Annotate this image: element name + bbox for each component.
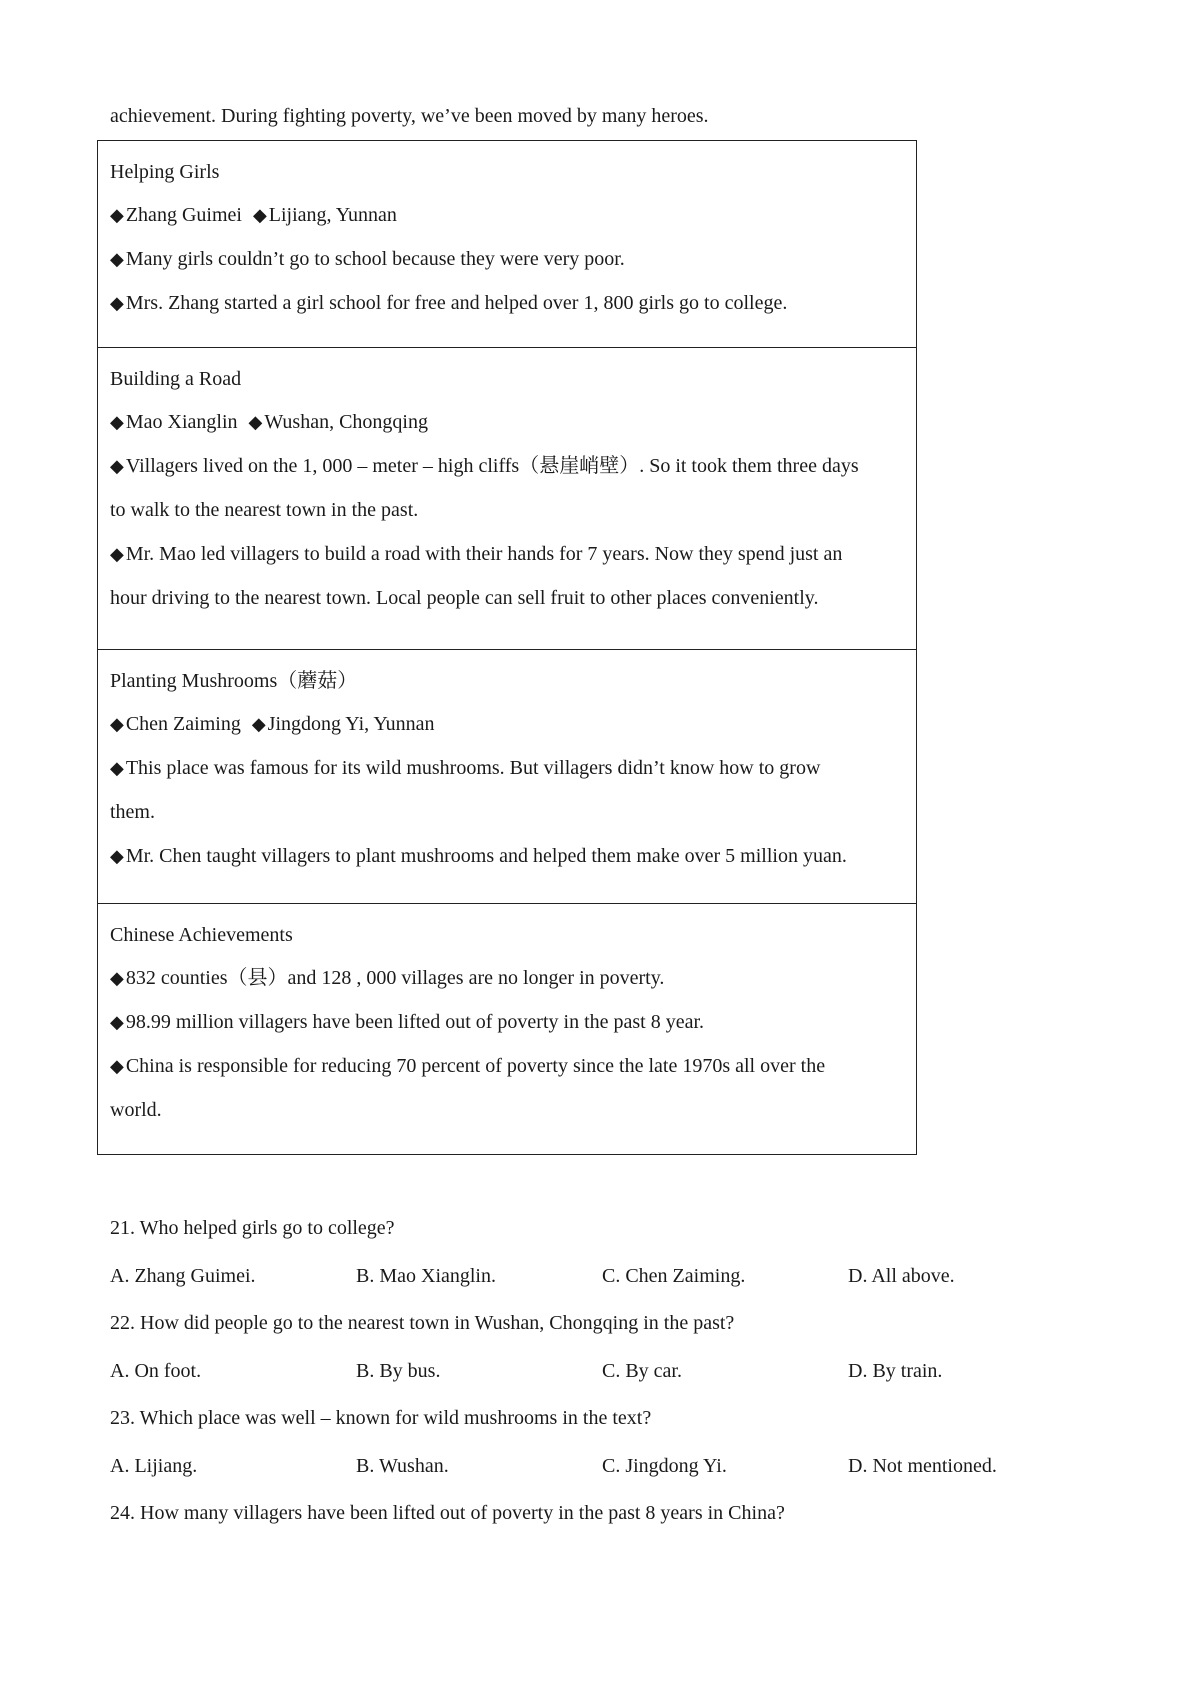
option-c: C. By car. [602, 1360, 682, 1382]
section-title: Planting Mushrooms（蘑菇） [110, 670, 358, 692]
action-line: Mr. Mao led villagers to build a road with their hands for 7 years. Now they spend just an [125, 543, 843, 565]
action-text [110, 844, 847, 869]
problem-text-cont: them. [110, 801, 155, 823]
person-place [110, 712, 435, 737]
action-text [110, 542, 842, 567]
diamond-bullet-icon: ◆ [110, 1012, 124, 1033]
person-name: Chen Zaiming [125, 713, 241, 735]
problem-text [110, 247, 625, 272]
diamond-bullet-icon: ◆ [110, 412, 124, 433]
problem-text [110, 756, 820, 781]
diamond-bullet-icon: ◆ [252, 205, 267, 226]
place-name: Jingdong Yi, Yunnan [267, 713, 435, 735]
option-a: A. Zhang Guimei. [110, 1265, 256, 1287]
action-text-cont: hour driving to the nearest town. Local people can sell fruit to other places conveniently. [110, 587, 819, 609]
question-21: 21. Who helped girls go to college? [110, 1217, 395, 1239]
option-d: D. By train. [848, 1360, 943, 1382]
diamond-bullet-icon: ◆ [110, 205, 124, 226]
option-b: B. Wushan. [356, 1455, 449, 1477]
place-name: Wushan, Chongqing [264, 411, 428, 433]
option-c: C. Jingdong Yi. [602, 1455, 727, 1477]
diamond-bullet-icon: ◆ [110, 293, 124, 314]
problem-text [110, 454, 859, 479]
section-title: Chinese Achievements [110, 924, 293, 946]
diamond-bullet-icon: ◆ [110, 1056, 124, 1077]
action-text [110, 291, 787, 316]
diamond-bullet-icon: ◆ [251, 714, 266, 735]
section-building-road [98, 348, 916, 650]
question-22: 22. How did people go to the nearest town in Wushan, Chongqing in the past? [110, 1312, 735, 1334]
section-title: Helping Girls [110, 161, 220, 183]
person-name: Mao Xianglin [125, 411, 238, 433]
place-name: Lijiang, Yunnan [268, 204, 397, 226]
problem-text-cont: to walk to the nearest town in the past. [110, 499, 419, 521]
achievement-item [110, 1010, 704, 1035]
question-23: 23. Which place was well – known for wild mushrooms in the text? [110, 1407, 652, 1429]
achievement-item [110, 966, 664, 991]
person-place [110, 410, 428, 435]
achievement-line: China is responsible for reducing 70 percent of poverty since the late 1970s all over the [125, 1055, 826, 1077]
option-d: D. All above. [848, 1265, 955, 1287]
diamond-bullet-icon: ◆ [110, 758, 124, 779]
action-line: Mr. Chen taught villagers to plant mushrooms and helped them make over 5 million yuan. [125, 845, 847, 867]
option-b: B. Mao Xianglin. [356, 1265, 496, 1287]
section-title: Building a Road [110, 368, 242, 390]
option-a: A. On foot. [110, 1360, 202, 1382]
diamond-bullet-icon: ◆ [110, 968, 124, 989]
diamond-bullet-icon: ◆ [110, 456, 124, 477]
option-a: A. Lijiang. [110, 1455, 198, 1477]
problem-line: This place was famous for its wild mushrooms. But villagers didn’t know how to grow [125, 757, 821, 779]
achievement-item-cont: world. [110, 1099, 162, 1121]
problem-line: Villagers lived on the 1, 000 – meter – high cliffs（悬崖峭壁）. So it took them three days [125, 455, 859, 477]
intro-text: achievement. During fighting poverty, we’ve been moved by many heroes. [110, 105, 709, 127]
question-24: 24. How many villagers have been lifted out of poverty in the past 8 years in China? [110, 1502, 785, 1524]
section-chinese-achievements [98, 904, 916, 1154]
achievement-line: 98.99 million villagers have been lifted out of poverty in the past 8 year. [125, 1011, 705, 1033]
diamond-bullet-icon: ◆ [110, 846, 124, 867]
heroes-table [97, 140, 917, 1155]
problem-line: Many girls couldn’t go to school because they were very poor. [125, 248, 625, 270]
achievement-item [110, 1054, 825, 1079]
option-c: C. Chen Zaiming. [602, 1265, 746, 1287]
diamond-bullet-icon: ◆ [110, 714, 124, 735]
diamond-bullet-icon: ◆ [110, 544, 124, 565]
option-d: D. Not mentioned. [848, 1455, 997, 1477]
person-place [110, 203, 397, 228]
achievement-line: 832 counties（县）and 128 , 000 villages are no longer in poverty. [125, 967, 665, 989]
person-name: Zhang Guimei [125, 204, 242, 226]
action-line: Mrs. Zhang started a girl school for free and helped over 1, 800 girls go to college. [125, 292, 788, 314]
diamond-bullet-icon: ◆ [110, 249, 124, 270]
section-planting-mushrooms [98, 650, 916, 904]
diamond-bullet-icon: ◆ [248, 412, 263, 433]
option-b: B. By bus. [356, 1360, 441, 1382]
section-helping-girls [98, 141, 916, 348]
